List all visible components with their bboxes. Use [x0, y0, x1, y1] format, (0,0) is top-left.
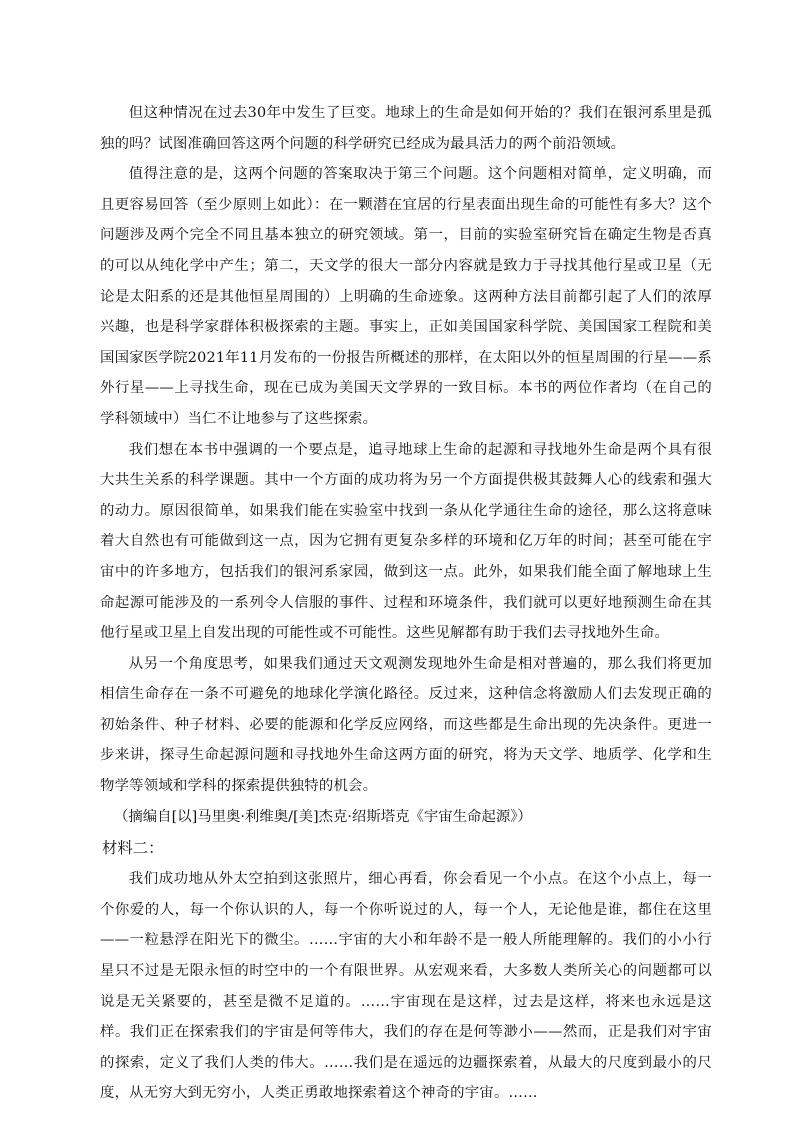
paragraph-material-two-1: 我们成功地从外太空拍到这张照片，细心再看，你会看见一个小点。在这个小点上，每一个你爱的人，每一个你认识的人，每一个你听说过的人，每一个人，无论他是谁，都住在这里——一粒悬浮在阳光下的微尘。……宇宙的大小和年龄不是一般人所能理解的。我们的小小行星只不过是无限永恒的时空中的一个有限世界。从宏观来看，大多数人类所关心的问题都可以说是无关紧要的，甚至是微不足道的。……宇宙现在是这样，过去是这样，将来也永远是这样。我们正在探索我们的宇宙是何等伟大，我们的存在是何等渺小——然而，正是我们对宇宙的探索，定义了我们人类的伟大。……我们是在遥远的边疆探索着，从最大的尺度到最小的尺度，从无穷大到无穷小，人类正勇敢地探索着这个神奇的宇宙。…… — [100, 871, 712, 1102]
paragraph-material-one-3: 我们想在本书中强调的一个要点是，追寻地球上生命的起源和寻找地外生命是两个具有很大共生关系的科学课题。其中一个方面的成功将为另一个方面提供极其鼓舞人心的线索和强大的动力。原因很简单，如果我们能在实验室中找到一条从化学通往生命的途径，那么这将意味着大自然也有可能做到这一点，因为它拥有更复杂多样的环境和亿万年的时间；甚至可能在宇宙中的许多地方，包括我们的银河系家园，做到这一点。此外，如果我们能全面了解地球上生命起源可能涉及的一系列令人信服的事件、过程和环境条件，我们就可以更好地预测生命在其他行星或卫星上自发出现的可能性或不可能性。这些见解都有助于我们去寻找地外生命。 — [100, 441, 712, 642]
paragraph-material-one-4: 从另一个角度思考，如果我们通过天文观测发现地外生命是相对普遍的，那么我们将更加相信生命存在一条不可避免的地球化学演化路径。反过来，这种信念将激励人们去发现正确的初始条件、种子材料、必要的能源和化学反应网络，而这些都是生命出现的先决条件。更进一步来讲，探寻生命起源问题和寻找地外生命这两方面的研究，将为天文学、地质学、化学和生物学等领域和学科的探索提供独特的机会。 — [100, 655, 712, 795]
paragraph-material-one-2: 值得注意的是，这两个问题的答案取决于第三个问题。这个问题相对简单，定义明确，而且更容易回答（至少原则上如此）：在一颗潜在宜居的行星表面出现生命的可能性有多大？这个问题涉及两个完全不同且基本独立的研究领域。第一，目前的实验室研究旨在确定生物是否真的可以从纯化学中产生；第二，天文学的很大一部分内容就是致力于寻找其他行星或卫星（无论是太阳系的还是其他恒星周围的）上明确的生命迹象。这两种方法目前都引起了人们的浓厚兴趣，也是科学家群体积极探索的主题。事实上，正如美国国家科学院、美国国家工程院和美国国家医学院2021年11月发布的一份报告所概述的那样，在太阳以外的恒星周围的行星——系外行星——上寻找生命，现在已成为美国天文学界的一致目标。本书的两位作者均（在自己的学科领域中）当仁不让地参与了这些探索。 — [100, 166, 712, 427]
citation-source: （摘编自[以]马里奥·利维奥/[美]杰克·绍斯塔克《宇宙生命起源》） — [114, 808, 532, 825]
section-heading-material-two: 材料二： — [102, 839, 164, 858]
document-page — [100, 98, 712, 1109]
paragraph-material-one-1: 但这种情况在过去30年中发生了巨变。地球上的生命是如何开始的？我们在银河系里是孤独的吗？试图准确回答这两个问题的科学研究已经成为最具活力的两个前沿领域。 — [100, 105, 712, 152]
